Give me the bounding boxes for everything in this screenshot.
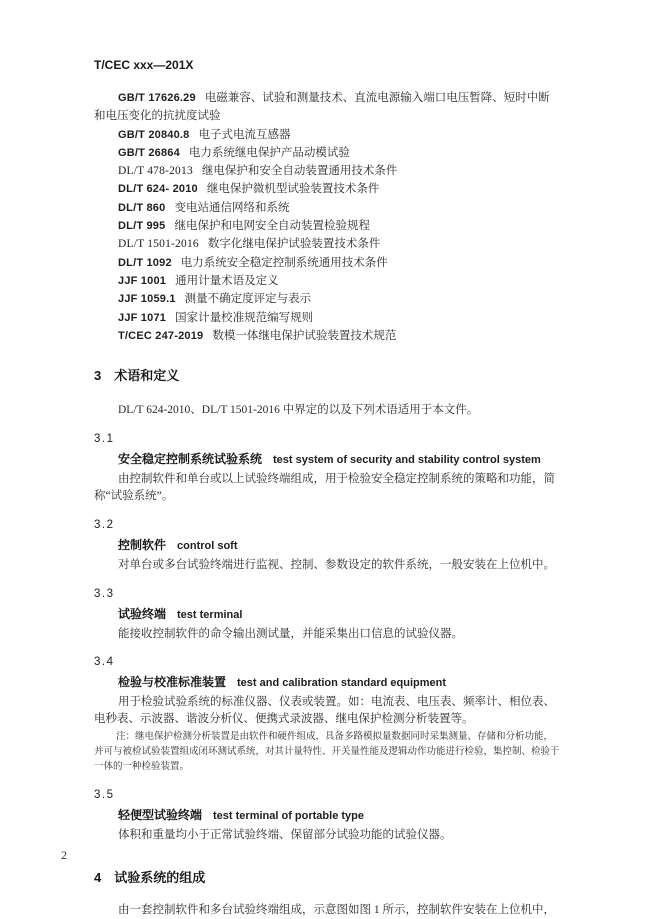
term-name-zh: 安全稳定控制系统试验系统 (118, 452, 263, 467)
reference-item (94, 144, 560, 162)
standard-title: 电力系统继电保护产品动模试验 (188, 146, 350, 159)
reference-item (94, 272, 560, 290)
section-3-heading (94, 368, 560, 384)
standard-title: 继电保护微机型试验装置技术条件 (206, 183, 380, 196)
term-block-3-2 (94, 518, 560, 574)
section-title: 试验系统的组成 (114, 869, 206, 885)
standard-code: T/CEC 247-2019 (118, 329, 204, 342)
term-name-zh: 轻便型试验终端 (118, 807, 203, 822)
standard-title: 电磁兼容、试验和测量技术、直流电源输入端口电压暂降、短时中断和电压变化的抗扰度试验 (94, 92, 550, 123)
standard-title: 数模一体继电保护试验装置技术规范 (212, 329, 397, 342)
clause-number: 3.4 (94, 656, 115, 669)
section-number: 3 (94, 368, 102, 384)
standard-code: GB/T 17626.29 (118, 92, 196, 104)
standard-title: 国家计量校准规范编写规则 (175, 311, 314, 324)
standard-code: DL/T 1501-2016 (118, 238, 199, 251)
term-name-en: test terminal (177, 608, 243, 621)
term-name-en: test terminal of portable type (213, 809, 364, 822)
term-definition: 能接收控制软件的命令输出测试量，并能采集出口信息的试验仪器。 (118, 627, 463, 640)
clause-number: 3.3 (94, 587, 115, 600)
term-title (94, 536, 560, 555)
page-content (94, 58, 560, 919)
term-block-3-5 (94, 788, 560, 844)
section-title: 术语和定义 (114, 368, 180, 384)
standard-title: 变电站通信网络和系统 (174, 201, 290, 214)
term-name-zh: 试验终端 (118, 606, 167, 621)
reference-item (94, 309, 560, 327)
reference-item (94, 199, 560, 217)
term-definition: 对单台或多台试验终端进行监视、控制、参数设定的软件系统，一般安装在上位机中。 (118, 558, 555, 571)
term-title (94, 605, 560, 624)
standard-code: GB/T 20840.8 (118, 128, 190, 141)
reference-item (94, 290, 560, 308)
clause-number: 3.5 (94, 788, 115, 801)
term-name-zh: 控制软件 (118, 537, 167, 552)
reference-item (94, 327, 560, 345)
standard-title: 继电保护和电网安全自动装置检验规程 (174, 220, 370, 233)
term-definition: 由控制软件和单台或以上试验终端组成，用于检验安全稳定控制系统的策略和功能，简称“试验系统”。 (94, 473, 555, 502)
reference-item (94, 162, 560, 180)
term-title (94, 806, 560, 825)
standard-title: 数字化继电保护试验装置技术条件 (207, 238, 381, 251)
page-header: T/CEC xxx—201X (94, 58, 194, 72)
standard-code: DL/T 478-2013 (118, 165, 193, 178)
term-name-en: test system of security and stability control system (273, 454, 541, 467)
reference-item (94, 217, 560, 235)
term-note: 注：继电保护检测分析装置是由软件和硬件组成，具备多路模拟量数据同时采集测量、存储和分析功能，并可与被检试验装置组成闭环测试系统，对其计量特性、开关量性能及逻辑动作功能进行检验，集控制、检验于一体的一种检验装置。 (94, 731, 560, 772)
clause-number: 3.2 (94, 518, 115, 531)
page-number: 2 (61, 848, 67, 862)
section-4-heading (94, 870, 560, 886)
term-block-3-1 (94, 432, 560, 505)
section-number: 4 (94, 869, 102, 885)
term-name-en: control soft (177, 539, 238, 552)
standard-title: 电力系统安全稳定控制系统通用技术条件 (180, 256, 388, 269)
standard-code: JJF 1059.1 (118, 293, 176, 306)
term-title (94, 450, 560, 469)
section-3-intro: DL/T 624-2010、DL/T 1501-2016 中界定的以及下列术语适用于本文件。 (118, 404, 479, 417)
section-4-paragraph: 由一套控制软件和多台试验终端组成，示意图如图 1 所示，控制软件安装在上位机中， (118, 903, 555, 916)
term-definition: 体积和重量均小于正常试验终端、保留部分试验功能的试验仪器。 (118, 828, 452, 841)
standard-code: DL/T 860 (118, 201, 166, 214)
standard-code: JJF 1071 (118, 311, 167, 324)
standard-title: 电子式电流互感器 (198, 128, 291, 141)
standard-title: 通用计量术语及定义 (175, 274, 279, 287)
clause-number: 3.1 (94, 433, 115, 446)
standard-code: GB/T 26864 (118, 146, 180, 159)
normative-references-list (94, 89, 560, 345)
term-name-en: test and calibration standard equipment (237, 677, 447, 690)
standard-code: DL/T 1092 (118, 256, 172, 269)
standard-code: DL/T 995 (118, 220, 166, 233)
reference-item (94, 89, 560, 126)
reference-item (94, 235, 560, 253)
term-name-zh: 检验与校准标准装置 (118, 675, 227, 690)
term-block-3-3 (94, 587, 560, 643)
reference-item (94, 126, 560, 144)
term-title (94, 673, 560, 692)
standard-title: 测量不确定度评定与表示 (184, 293, 312, 306)
term-block-3-4 (94, 655, 560, 775)
standard-code: JJF 1001 (118, 274, 167, 287)
reference-item (94, 254, 560, 272)
standard-code: DL/T 624- 2010 (118, 183, 198, 196)
reference-item (94, 180, 560, 198)
standard-title: 继电保护和安全自动装置通用技术条件 (201, 165, 398, 178)
term-definition: 用于检验试验系统的标准仪器、仪表或装置。如：电流表、电压表、频率计、相位表、电秒表、示波器、谐波分析仪、便携式录波器、继电保护检测分析装置等。 (94, 696, 555, 726)
